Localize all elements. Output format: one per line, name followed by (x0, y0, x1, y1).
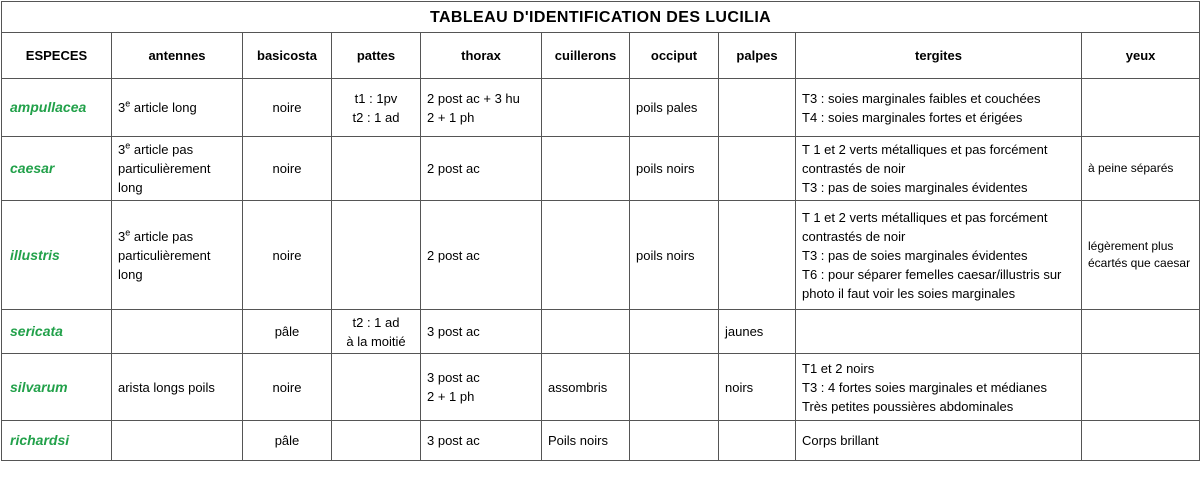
cell-pattes (332, 310, 421, 354)
cell-pattes (332, 137, 421, 201)
header-antennes: antennes (112, 33, 243, 79)
cell-cuillerons (542, 354, 630, 421)
header-thorax: thorax (421, 33, 542, 79)
cell-occiput (630, 421, 719, 461)
cell-basicosta (243, 137, 332, 201)
basicosta-text: noire (272, 247, 302, 263)
species-name: ampullacea (10, 99, 87, 115)
antennes-text: article pas particulièrement long (118, 142, 211, 195)
cell-occiput (630, 79, 719, 137)
cuillerons-text: assombris (548, 379, 608, 395)
cell-tergites (796, 354, 1082, 421)
palpes-text: noirs (725, 379, 754, 395)
cell-espece (2, 421, 112, 461)
basicosta-text: noire (272, 100, 302, 115)
header-cuillerons: cuillerons (542, 33, 630, 79)
cell-palpes (719, 354, 796, 421)
cell-yeux (1082, 201, 1200, 310)
table-row (2, 310, 1200, 354)
pattes-line: t2 : 1 ad (352, 109, 400, 125)
cell-basicosta (243, 354, 332, 421)
cell-thorax (421, 310, 542, 354)
header-yeux: yeux (1082, 33, 1200, 79)
cell-thorax (421, 201, 542, 310)
yeux-text: à peine séparés (1088, 161, 1174, 175)
cell-cuillerons (542, 421, 630, 461)
thorax-line: 3 post ac (427, 370, 480, 385)
cell-tergites (796, 201, 1082, 310)
antennes-sup: e (125, 98, 131, 109)
thorax-line: 3 post ac (427, 433, 480, 448)
yeux-text: légèrement plus écartés que caesar (1088, 239, 1191, 270)
cell-espece (2, 79, 112, 137)
cuillerons-text: Poils noirs (548, 433, 608, 448)
table-row (2, 137, 1200, 201)
table-row (2, 354, 1200, 421)
basicosta-text: noire (272, 379, 302, 395)
cell-yeux (1082, 421, 1200, 461)
cell-thorax (421, 421, 542, 461)
cell-espece (2, 354, 112, 421)
cell-occiput (630, 137, 719, 201)
cell-occiput (630, 201, 719, 310)
cell-occiput (630, 310, 719, 354)
cell-basicosta (243, 310, 332, 354)
cell-thorax (421, 354, 542, 421)
cell-antennes (112, 354, 243, 421)
cell-tergites (796, 137, 1082, 201)
antennes-num: 3 (118, 100, 126, 115)
cell-yeux (1082, 79, 1200, 137)
tergites-line: T3 : pas de soies marginales évidentes (802, 180, 1028, 195)
cell-palpes (719, 201, 796, 310)
cell-cuillerons (542, 201, 630, 310)
cell-cuillerons (542, 310, 630, 354)
tergites-line: T4 : soies marginales fortes et érigées (802, 109, 1023, 125)
header-especes: ESPECES (2, 33, 112, 79)
basicosta-text: pâle (274, 433, 300, 448)
thorax-line: 3 post ac (427, 324, 480, 339)
antennes-sup: e (125, 140, 131, 151)
tergites-line: Corps brillant (802, 433, 879, 448)
occiput-text: poils noirs (636, 247, 695, 263)
header-basicosta: basicosta (243, 33, 332, 79)
species-name: silvarum (10, 378, 68, 395)
occiput-text: poils pales (636, 100, 698, 115)
cell-tergites (796, 310, 1082, 354)
table-title: TABLEAU D'IDENTIFICATION DES LUCILIA (2, 2, 1200, 33)
table-row (2, 79, 1200, 137)
cell-thorax (421, 137, 542, 201)
cell-espece (2, 201, 112, 310)
title-row (2, 2, 1200, 33)
basicosta-text: pâle (274, 324, 300, 339)
tergites-line: T6 : pour séparer femelles caesar/illustris sur photo il faut voir les soies marginales (802, 266, 1062, 301)
cell-yeux (1082, 137, 1200, 201)
tergites-line: T3 : pas de soies marginales évidentes (802, 247, 1028, 263)
species-name: richardsi (10, 432, 70, 448)
antennes-num: 3 (118, 228, 126, 244)
cell-cuillerons (542, 79, 630, 137)
header-tergites: tergites (796, 33, 1082, 79)
cell-pattes (332, 421, 421, 461)
cell-espece (2, 137, 112, 201)
cell-palpes (719, 137, 796, 201)
header-occiput: occiput (630, 33, 719, 79)
tergites-line: T 1 et 2 verts métalliques et pas forcément contrastés de noir (802, 209, 1048, 244)
antennes-sup: e (125, 227, 131, 238)
identification-table (1, 1, 1200, 461)
pattes-line: t1 : 1pv (354, 90, 398, 106)
cell-pattes (332, 201, 421, 310)
cell-antennes (112, 201, 243, 310)
species-name: illustris (10, 246, 60, 263)
cell-palpes (719, 421, 796, 461)
tergites-line: Très petites poussières abdominales (802, 398, 1014, 414)
header-row (2, 33, 1200, 79)
species-name: caesar (10, 160, 55, 176)
pattes-line: à la moitié (346, 333, 406, 349)
tergites-line: T 1 et 2 verts métalliques et pas forcément contrastés de noir (802, 142, 1048, 176)
cell-yeux (1082, 354, 1200, 421)
cell-espece (2, 310, 112, 354)
tergites-line: T3 : 4 fortes soies marginales et médianes (802, 379, 1047, 395)
cell-palpes (719, 310, 796, 354)
cell-pattes (332, 354, 421, 421)
antennes-text: article long (130, 100, 197, 115)
antennes-text: article pas particulièrement long (118, 228, 211, 282)
cell-antennes (112, 137, 243, 201)
identification-table-wrapper (1, 1, 1199, 461)
cell-basicosta (243, 421, 332, 461)
cell-yeux (1082, 310, 1200, 354)
cell-antennes (112, 310, 243, 354)
thorax-line: 2 post ac (427, 161, 480, 176)
antennes-text: arista longs poils (118, 379, 215, 395)
header-palpes: palpes (719, 33, 796, 79)
thorax-line: 2 post ac (427, 247, 480, 263)
cell-antennes (112, 421, 243, 461)
basicosta-text: noire (272, 161, 302, 176)
cell-palpes (719, 79, 796, 137)
species-name: sericata (10, 323, 63, 339)
cell-tergites (796, 79, 1082, 137)
cell-pattes (332, 79, 421, 137)
pattes-line: t2 : 1 ad (352, 314, 400, 330)
cell-tergites (796, 421, 1082, 461)
antennes-num: 3 (118, 142, 126, 157)
tergites-line: T3 : soies marginales faibles et couchées (802, 90, 1041, 106)
table-row (2, 421, 1200, 461)
thorax-line: 2 + 1 ph (427, 109, 475, 125)
cell-occiput (630, 354, 719, 421)
thorax-line: 2 post ac + 3 hu (427, 90, 520, 106)
cell-basicosta (243, 79, 332, 137)
table-row (2, 201, 1200, 310)
cell-cuillerons (542, 137, 630, 201)
header-pattes: pattes (332, 33, 421, 79)
occiput-text: poils noirs (636, 161, 695, 176)
cell-basicosta (243, 201, 332, 310)
cell-antennes (112, 79, 243, 137)
palpes-text: jaunes (725, 324, 764, 339)
tergites-line: T1 et 2 noirs (802, 360, 875, 376)
cell-thorax (421, 79, 542, 137)
thorax-line: 2 + 1 ph (427, 389, 475, 404)
